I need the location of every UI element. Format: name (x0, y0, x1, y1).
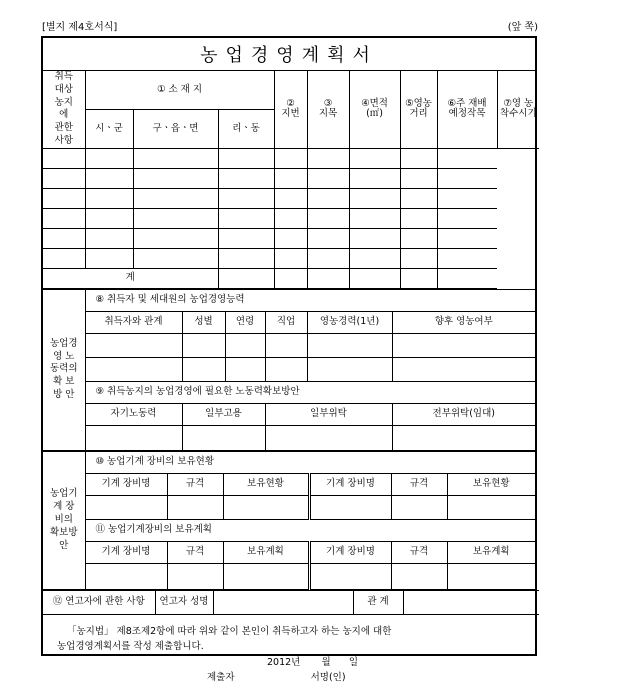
section-label-line: 사항 (54, 135, 73, 147)
own-header: 기계 장비명 (85, 473, 167, 495)
land-section-label (43, 71, 85, 148)
land-cell[interactable] (349, 188, 400, 208)
cap-cell[interactable] (392, 333, 535, 357)
land-cell[interactable] (85, 208, 133, 228)
own-cell[interactable] (167, 495, 223, 519)
own-header: 규격 (167, 473, 223, 495)
plan-header: 규격 (167, 541, 223, 563)
cap-header: 영농경력(1년) (307, 311, 392, 333)
land-cell[interactable] (400, 248, 437, 268)
signature-label[interactable]: 서명(인) (310, 672, 346, 684)
cap-cell[interactable] (225, 333, 265, 357)
land-cell[interactable] (307, 248, 349, 268)
section-label-line: 농업기 (49, 488, 78, 500)
plan-cell[interactable] (309, 563, 391, 589)
labor-section-label (43, 289, 85, 450)
plan-cell[interactable] (167, 563, 223, 589)
farm-plan-form (41, 36, 537, 684)
land-cell[interactable] (43, 248, 85, 268)
land-cell[interactable] (400, 188, 437, 208)
labor-header: 전부위탁(임대) (392, 403, 535, 425)
crop-header: ⑥주 재배 예정작목 (437, 71, 497, 148)
land-cell[interactable] (400, 168, 437, 188)
land-cell[interactable] (437, 148, 497, 168)
land-cell[interactable] (85, 188, 133, 208)
land-cell[interactable] (274, 228, 307, 248)
machinery-own-title: ⑩ 농업기계 장비의 보유현황 (85, 451, 535, 473)
land-cell[interactable] (274, 248, 307, 268)
land-cell[interactable] (133, 228, 218, 248)
land-cell[interactable] (133, 188, 218, 208)
page-indicator: (앞 쪽) (507, 22, 538, 33)
district-header: 구ㆍ읍ㆍ면 (133, 110, 218, 149)
section-label-line: 에 (59, 109, 69, 121)
total-cell[interactable] (307, 268, 349, 288)
land-cell[interactable] (349, 168, 400, 188)
land-cell[interactable] (85, 248, 133, 268)
land-cell[interactable] (437, 188, 497, 208)
relation-label: 관 계 (353, 590, 403, 614)
own-header: 보유현황 (223, 473, 309, 495)
section-label-line: 관한 (54, 122, 73, 134)
land-category-header: ③ 지목 (307, 71, 349, 148)
form-title: 농업경영계획서 (43, 38, 535, 71)
land-cell[interactable] (133, 248, 218, 268)
labor-cell[interactable] (392, 425, 535, 450)
section-label-line: 동력의 (49, 363, 78, 375)
declaration (43, 615, 535, 696)
cap-header: 성별 (182, 311, 225, 333)
cap-cell[interactable] (85, 333, 182, 357)
own-header: 보유현황 (447, 473, 535, 495)
land-cell[interactable] (400, 228, 437, 248)
total-cell[interactable] (218, 268, 274, 288)
own-cell[interactable] (309, 495, 391, 519)
labor-header: 일부고용 (182, 403, 265, 425)
land-cell[interactable] (274, 148, 307, 168)
machinery-table (43, 451, 535, 590)
total-label: 계 (43, 268, 218, 288)
plan-header: 기계 장비명 (309, 541, 391, 563)
declaration-date (57, 656, 521, 671)
cap-cell[interactable] (225, 357, 265, 381)
relative-table (43, 590, 539, 615)
section-label-line: 비의 (54, 513, 73, 525)
cap-cell[interactable] (265, 333, 307, 357)
machinery-plan-title: ⑪ 농업기계장비의 보유계획 (85, 519, 535, 541)
cap-header: 취득자와 관계 (85, 311, 182, 333)
relation-cell[interactable] (403, 590, 539, 614)
land-cell[interactable] (307, 228, 349, 248)
capability-title: ⑧ 취득자 및 세대원의 농업경영능력 (85, 289, 535, 311)
cap-header: 연령 (225, 311, 265, 333)
land-cell[interactable] (218, 228, 274, 248)
land-cell[interactable] (307, 188, 349, 208)
total-cell[interactable] (349, 268, 400, 288)
section-label-line: 방 안 (53, 389, 75, 401)
land-cell[interactable] (218, 148, 274, 168)
area-header: ④면적 (㎡) (349, 71, 400, 148)
section-label-line: 영 노 (53, 350, 75, 362)
land-cell[interactable] (274, 188, 307, 208)
labor-table (43, 289, 535, 451)
land-cell[interactable] (85, 228, 133, 248)
land-cell[interactable] (349, 148, 400, 168)
total-cell[interactable] (274, 268, 307, 288)
own-header: 규격 (391, 473, 447, 495)
cap-cell[interactable] (307, 357, 392, 381)
plan-cell[interactable] (85, 563, 167, 589)
location-header: ① 소 재 지 (85, 71, 274, 110)
section-label-line: 확 보 (53, 376, 75, 388)
relative-name-label: 연고자 성명 (155, 590, 213, 614)
machinery-section-label (43, 451, 85, 589)
own-header: 기계 장비명 (309, 473, 391, 495)
land-table (43, 71, 539, 289)
cap-header: 직업 (265, 311, 307, 333)
land-cell[interactable] (218, 168, 274, 188)
land-cell[interactable] (400, 208, 437, 228)
land-cell[interactable] (85, 168, 133, 188)
labor-header: 일부위탁 (265, 403, 392, 425)
cap-cell[interactable] (307, 333, 392, 357)
own-cell[interactable] (85, 495, 167, 519)
declaration-line-2: 농업경영계획서를 작성 제출합니다. (57, 640, 204, 652)
city-county-header: 시ㆍ군 (85, 110, 133, 149)
lot-number-header: ② 지번 (274, 71, 307, 148)
land-cell[interactable] (307, 168, 349, 188)
labor-cell[interactable] (85, 425, 182, 450)
land-cell[interactable] (133, 148, 218, 168)
labor-header: 자기노동력 (85, 403, 182, 425)
cap-cell[interactable] (392, 357, 535, 381)
own-cell[interactable] (391, 495, 447, 519)
date-year: 2012년 (267, 657, 301, 669)
section-label-line: 취득 (54, 71, 73, 82)
relative-label: ⑫ 연고자에 관한 사항 (43, 590, 155, 614)
land-cell[interactable] (85, 148, 133, 168)
land-cell[interactable] (218, 248, 274, 268)
land-cell[interactable] (218, 188, 274, 208)
distance-header: ⑤영농 거리 (400, 71, 437, 148)
land-cell[interactable] (349, 228, 400, 248)
land-cell[interactable] (133, 168, 218, 188)
land-cell[interactable] (400, 148, 437, 168)
land-cell[interactable] (307, 148, 349, 168)
land-cell[interactable] (437, 228, 497, 248)
land-cell[interactable] (43, 208, 85, 228)
land-cell[interactable] (218, 208, 274, 228)
cap-cell[interactable] (182, 333, 225, 357)
signature-line (57, 671, 521, 686)
land-cell[interactable] (43, 168, 85, 188)
section-label-line: 농지 (54, 96, 73, 108)
land-cell[interactable] (437, 208, 497, 228)
labor-cell[interactable] (182, 425, 265, 450)
land-cell[interactable] (437, 248, 497, 268)
plan-cell[interactable] (391, 563, 447, 589)
form-number: [별지 제4호서식] (42, 22, 118, 33)
land-cell[interactable] (307, 208, 349, 228)
plan-header: 기계 장비명 (85, 541, 167, 563)
total-cell[interactable] (400, 268, 437, 288)
land-cell[interactable] (43, 228, 85, 248)
village-header: 리ㆍ동 (218, 110, 274, 149)
section-label-line: 확보방 (49, 526, 78, 538)
land-cell[interactable] (43, 188, 85, 208)
land-cell[interactable] (349, 208, 400, 228)
cap-cell[interactable] (182, 357, 225, 381)
plan-cell[interactable] (447, 563, 535, 589)
date-month: 월 (321, 657, 331, 669)
land-cell[interactable] (133, 208, 218, 228)
cap-header: 향후 영농여부 (392, 311, 535, 333)
land-cell[interactable] (274, 168, 307, 188)
total-cell[interactable] (437, 268, 497, 288)
plan-header: 보유계획 (223, 541, 309, 563)
declaration-line-1: 「농지법」 제8조제2항에 따라 위와 같이 본인이 취득하고자 하는 농지에 대한 (67, 625, 392, 637)
submitter-label: 제출자 (207, 672, 235, 684)
plan-header: 규격 (391, 541, 447, 563)
plan-cell[interactable] (223, 563, 309, 589)
plan-header: 보유계획 (447, 541, 535, 563)
own-cell[interactable] (447, 495, 535, 519)
section-label-line: 농업경 (49, 337, 78, 349)
own-cell[interactable] (223, 495, 309, 519)
date-day: 일 (348, 657, 358, 669)
start-time-header: ⑦영 농 착수시기 (497, 71, 539, 148)
land-cell[interactable] (43, 148, 85, 168)
cap-cell[interactable] (265, 357, 307, 381)
cap-cell[interactable] (85, 357, 182, 381)
land-cell[interactable] (349, 248, 400, 268)
land-cell[interactable] (274, 208, 307, 228)
section-label-line: 계 장 (53, 501, 75, 513)
labor-plan-title: ⑨ 취득농지의 농업경영에 필요한 노동력확보방안 (85, 381, 535, 403)
section-label-line: 대상 (54, 83, 73, 95)
section-label-line: 안 (59, 539, 69, 551)
land-cell[interactable] (437, 168, 497, 188)
labor-cell[interactable] (265, 425, 392, 450)
relative-name-cell[interactable] (213, 590, 353, 614)
